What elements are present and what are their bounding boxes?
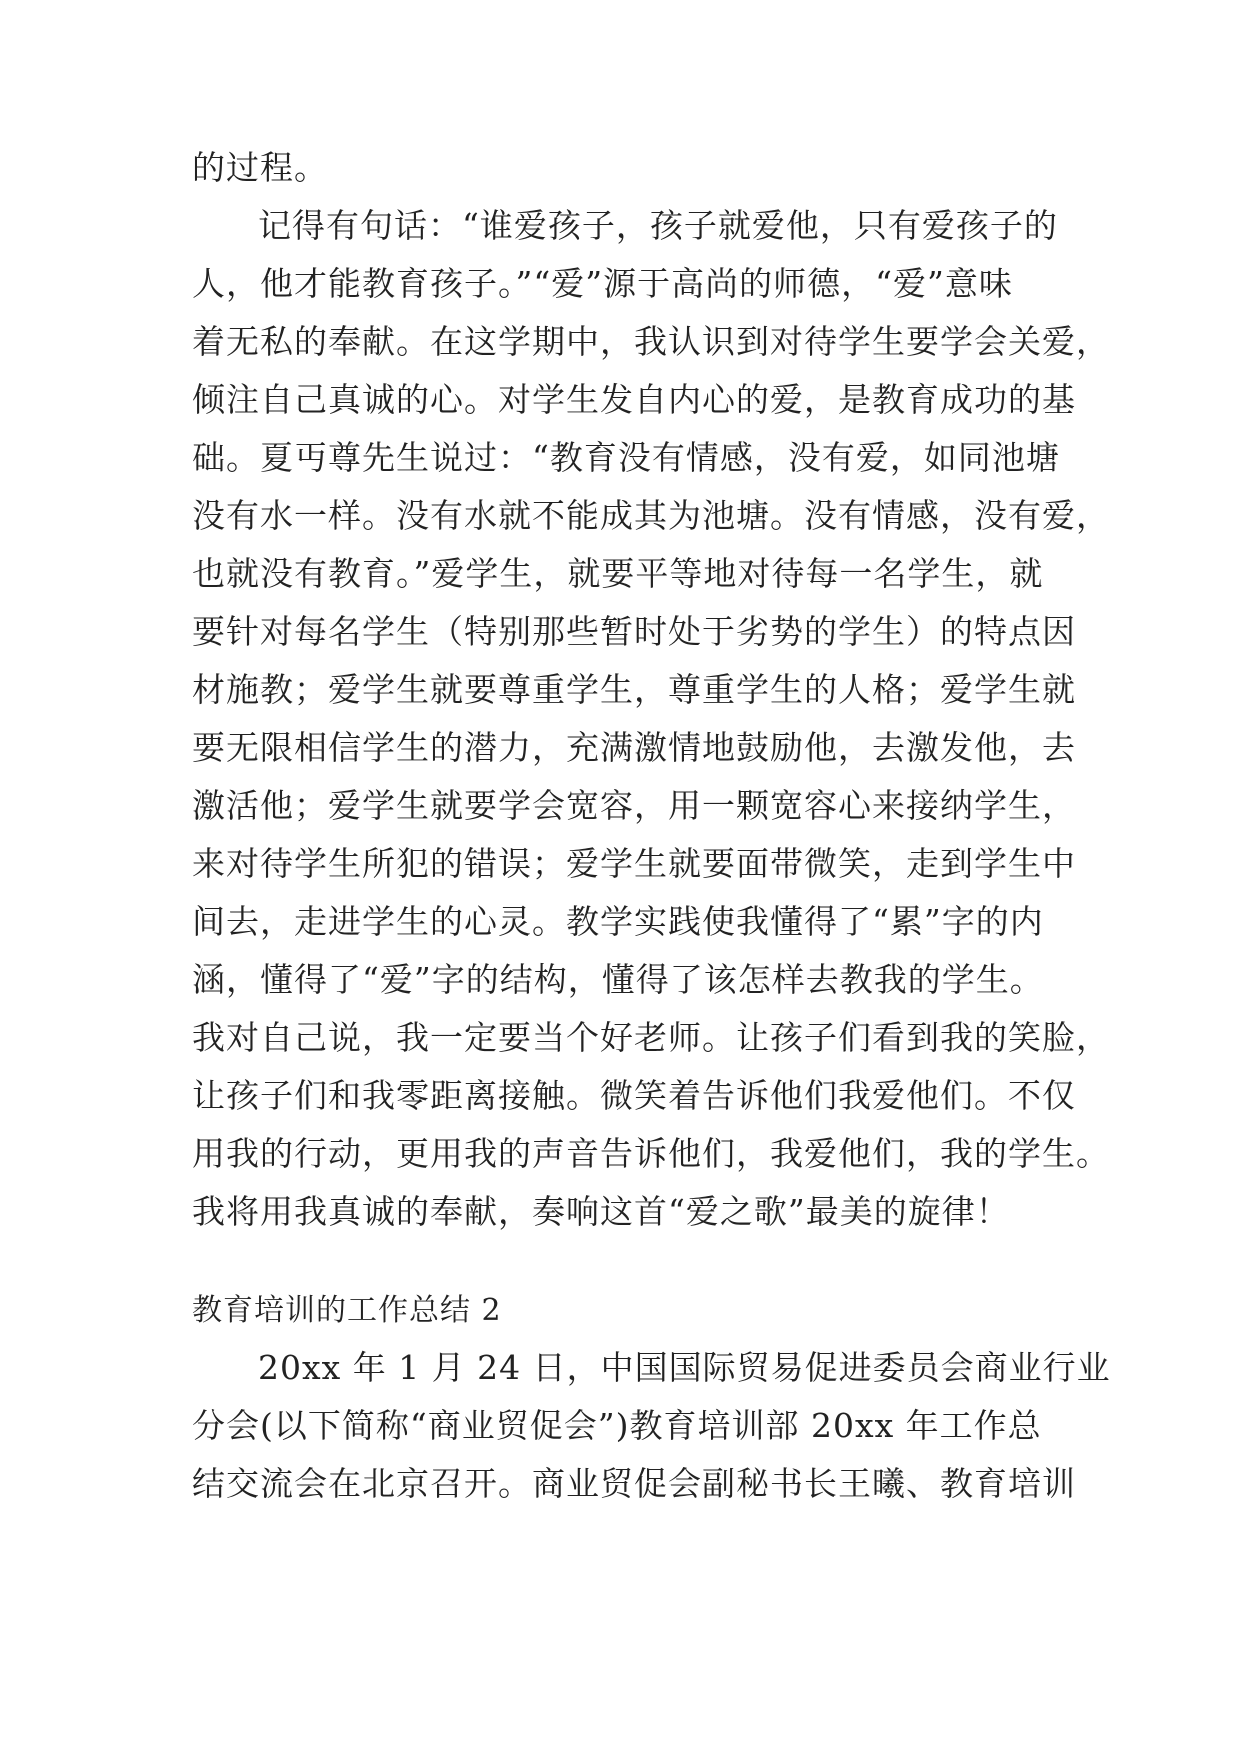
paragraph-line: 激活他；爱学生就要学会宽容，用一颗宽容心来接纳学生，: [192, 786, 1076, 825]
paragraph-line: 倾注自己真诚的心。对学生发自内心的爱，是教育成功的基: [192, 380, 1076, 419]
paragraph-line: 让孩子们和我零距离接触。微笑着告诉他们我爱他们。不仅: [192, 1076, 1076, 1115]
paragraph-line: 用我的行动，更用我的声音告诉他们，我爱他们，我的学生。: [192, 1134, 1110, 1173]
paragraph-line: 分会(以下简称“商业贸促会”)教育培训部 20xx 年工作总: [192, 1406, 1042, 1445]
paragraph-line: 间去，走进学生的心灵。教学实践使我懂得了“累”字的内: [192, 902, 1044, 941]
paragraph-line: 结交流会在北京召开。商业贸促会副秘书长王曦、教育培训: [192, 1464, 1076, 1503]
paragraph-line: 我对自己说，我一定要当个好老师。让孩子们看到我的笑脸，: [192, 1018, 1110, 1057]
section-heading: 教育培训的工作总结 2: [192, 1293, 502, 1328]
paragraph-line: 没有水一样。没有水就不能成其为池塘。没有情感，没有爱，: [192, 496, 1110, 535]
paragraph-line: 要针对每名学生（特别那些暂时处于劣势的学生）的特点因: [192, 612, 1076, 651]
paragraph-line: 材施教；爱学生就要尊重学生，尊重学生的人格；爱学生就: [192, 670, 1076, 709]
paragraph-line: 要无限相信学生的潜力，充满激情地鼓励他，去激发他，去: [192, 728, 1076, 767]
paragraph-line: 也就没有教育。”爱学生，就要平等地对待每一名学生，就: [192, 554, 1044, 593]
paragraph-line: 涵，懂得了“爱”字的结构，懂得了该怎样去教我的学生。: [192, 960, 1044, 999]
paragraph-line: 人，他才能教育孩子。”“爱”源于高尚的师德，“爱”意味: [192, 264, 1013, 303]
paragraph-line: 来对待学生所犯的错误；爱学生就要面带微笑，走到学生中: [192, 844, 1076, 883]
paragraph-line: 础。夏丏尊先生说过：“教育没有情感，没有爱，如同池塘: [192, 438, 1060, 477]
paragraph-line: 我将用我真诚的奉献，奏响这首“爱之歌”最美的旋律！: [192, 1192, 1010, 1231]
paragraph-line: 的过程。: [192, 148, 328, 187]
paragraph-line: 记得有句话：“谁爱孩子，孩子就爱他，只有爱孩子的: [258, 206, 1058, 245]
paragraph-line: 20xx 年 1 月 24 日，中国国际贸易促进委员会商业行业: [258, 1348, 1111, 1387]
paragraph-line: 着无私的奉献。在这学期中，我认识到对待学生要学会关爱，: [192, 322, 1110, 361]
